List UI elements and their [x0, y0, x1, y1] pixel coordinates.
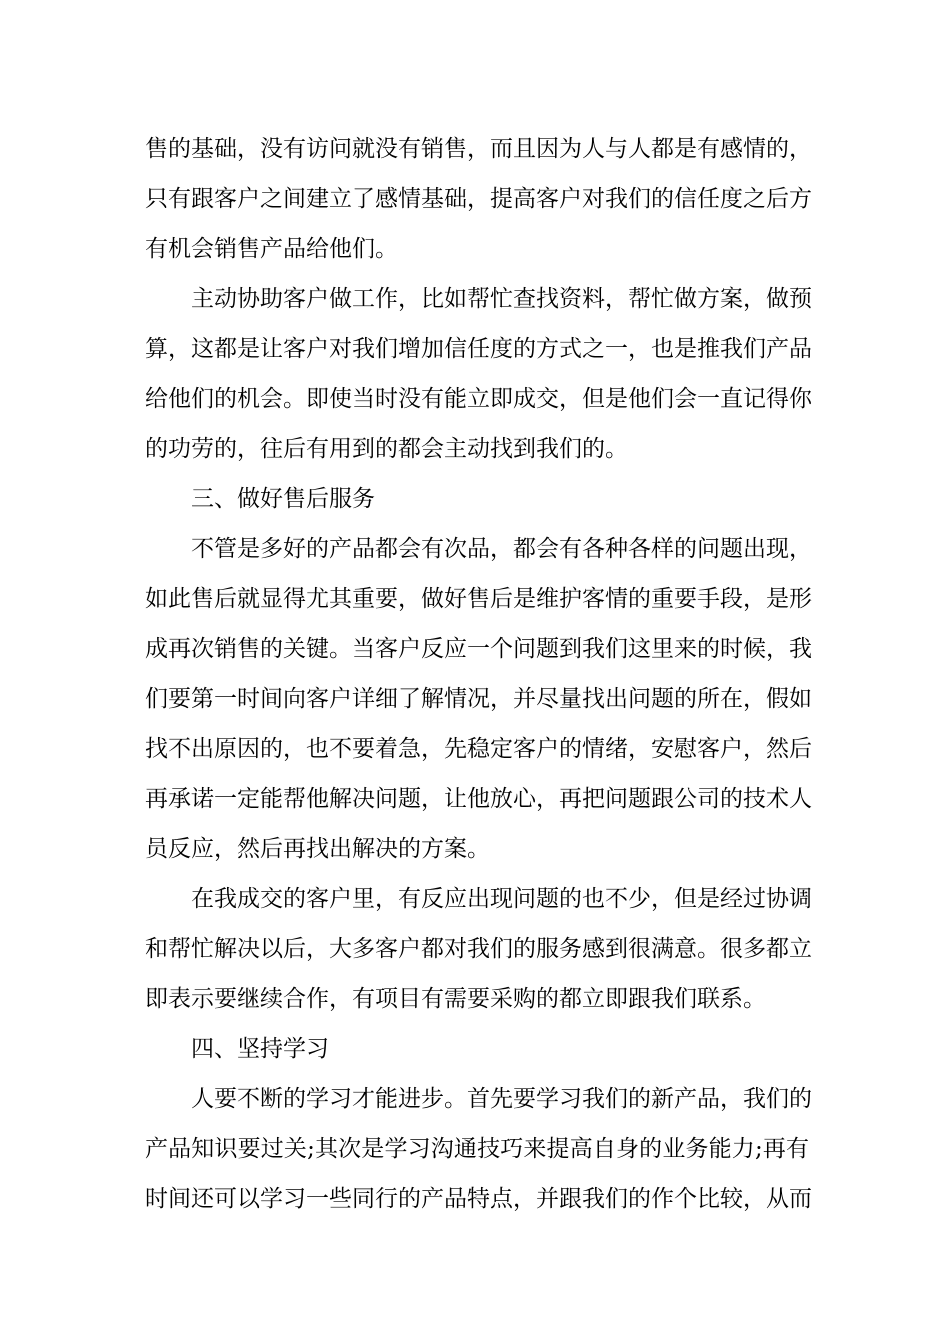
paragraph-learning	[145, 1074, 812, 1224]
paragraph-line: 有机会销售产品给他们。	[145, 236, 398, 262]
section-heading-keep-learning: 四、坚持学习	[191, 1036, 329, 1062]
paragraph-after-sales	[145, 524, 812, 874]
paragraph-line: 算，这都是让客户对我们增加信任度的方式之一，也是推我们产品	[145, 336, 812, 362]
paragraph-line: 给他们的机会。即使当时没有能立即成交，但是他们会一直记得你	[145, 386, 812, 412]
paragraph-line: 的功劳的，往后有用到的都会主动找到我们的。	[145, 436, 628, 462]
paragraph-line: 产品知识要过关;其次是学习沟通技巧来提高自身的业务能力;再有	[145, 1136, 809, 1162]
paragraph-line: 时间还可以学习一些同行的产品特点，并跟我们的作个比较，从而	[145, 1186, 812, 1212]
paragraph-line: 人要不断的学习才能进步。首先要学习我们的新产品，我们的	[191, 1086, 812, 1112]
paragraph-customer-feedback	[145, 874, 812, 1024]
paragraph-line: 员反应，然后再找出解决的方案。	[145, 836, 490, 862]
paragraph-line: 找不出原因的，也不要着急，先稳定客户的情绪，安慰客户，然后	[145, 736, 812, 762]
document-body	[145, 124, 812, 1224]
paragraph-line: 只有跟客户之间建立了感情基础，提高客户对我们的信任度之后方	[145, 186, 812, 212]
paragraph-line: 和帮忙解决以后，大多客户都对我们的服务感到很满意。很多都立	[145, 936, 812, 962]
paragraph-line: 在我成交的客户里，有反应出现问题的也不少，但是经过协调	[191, 886, 812, 912]
paragraph-line: 们要第一时间向客户详细了解情况，并尽量找出问题的所在，假如	[145, 686, 812, 712]
section-heading-after-sales: 三、做好售后服务	[191, 486, 375, 512]
paragraph-line: 即表示要继续合作，有项目有需要采购的都立即跟我们联系。	[145, 986, 766, 1012]
paragraph-continuation	[145, 124, 812, 274]
paragraph-line: 成再次销售的关键。当客户反应一个问题到我们这里来的时候，我	[145, 636, 812, 662]
paragraph-assist-customers	[145, 274, 812, 474]
paragraph-line: 如此售后就显得尤其重要，做好售后是维护客情的重要手段，是形	[145, 586, 812, 612]
paragraph-line: 售的基础，没有访问就没有销售，而且因为人与人都是有感情的，	[145, 136, 812, 162]
paragraph-line: 不管是多好的产品都会有次品，都会有各种各样的问题出现，	[191, 536, 812, 562]
paragraph-line: 主动协助客户做工作，比如帮忙查找资料，帮忙做方案，做预	[191, 286, 812, 312]
paragraph-line: 再承诺一定能帮他解决问题，让他放心，再把问题跟公司的技术人	[145, 786, 812, 812]
